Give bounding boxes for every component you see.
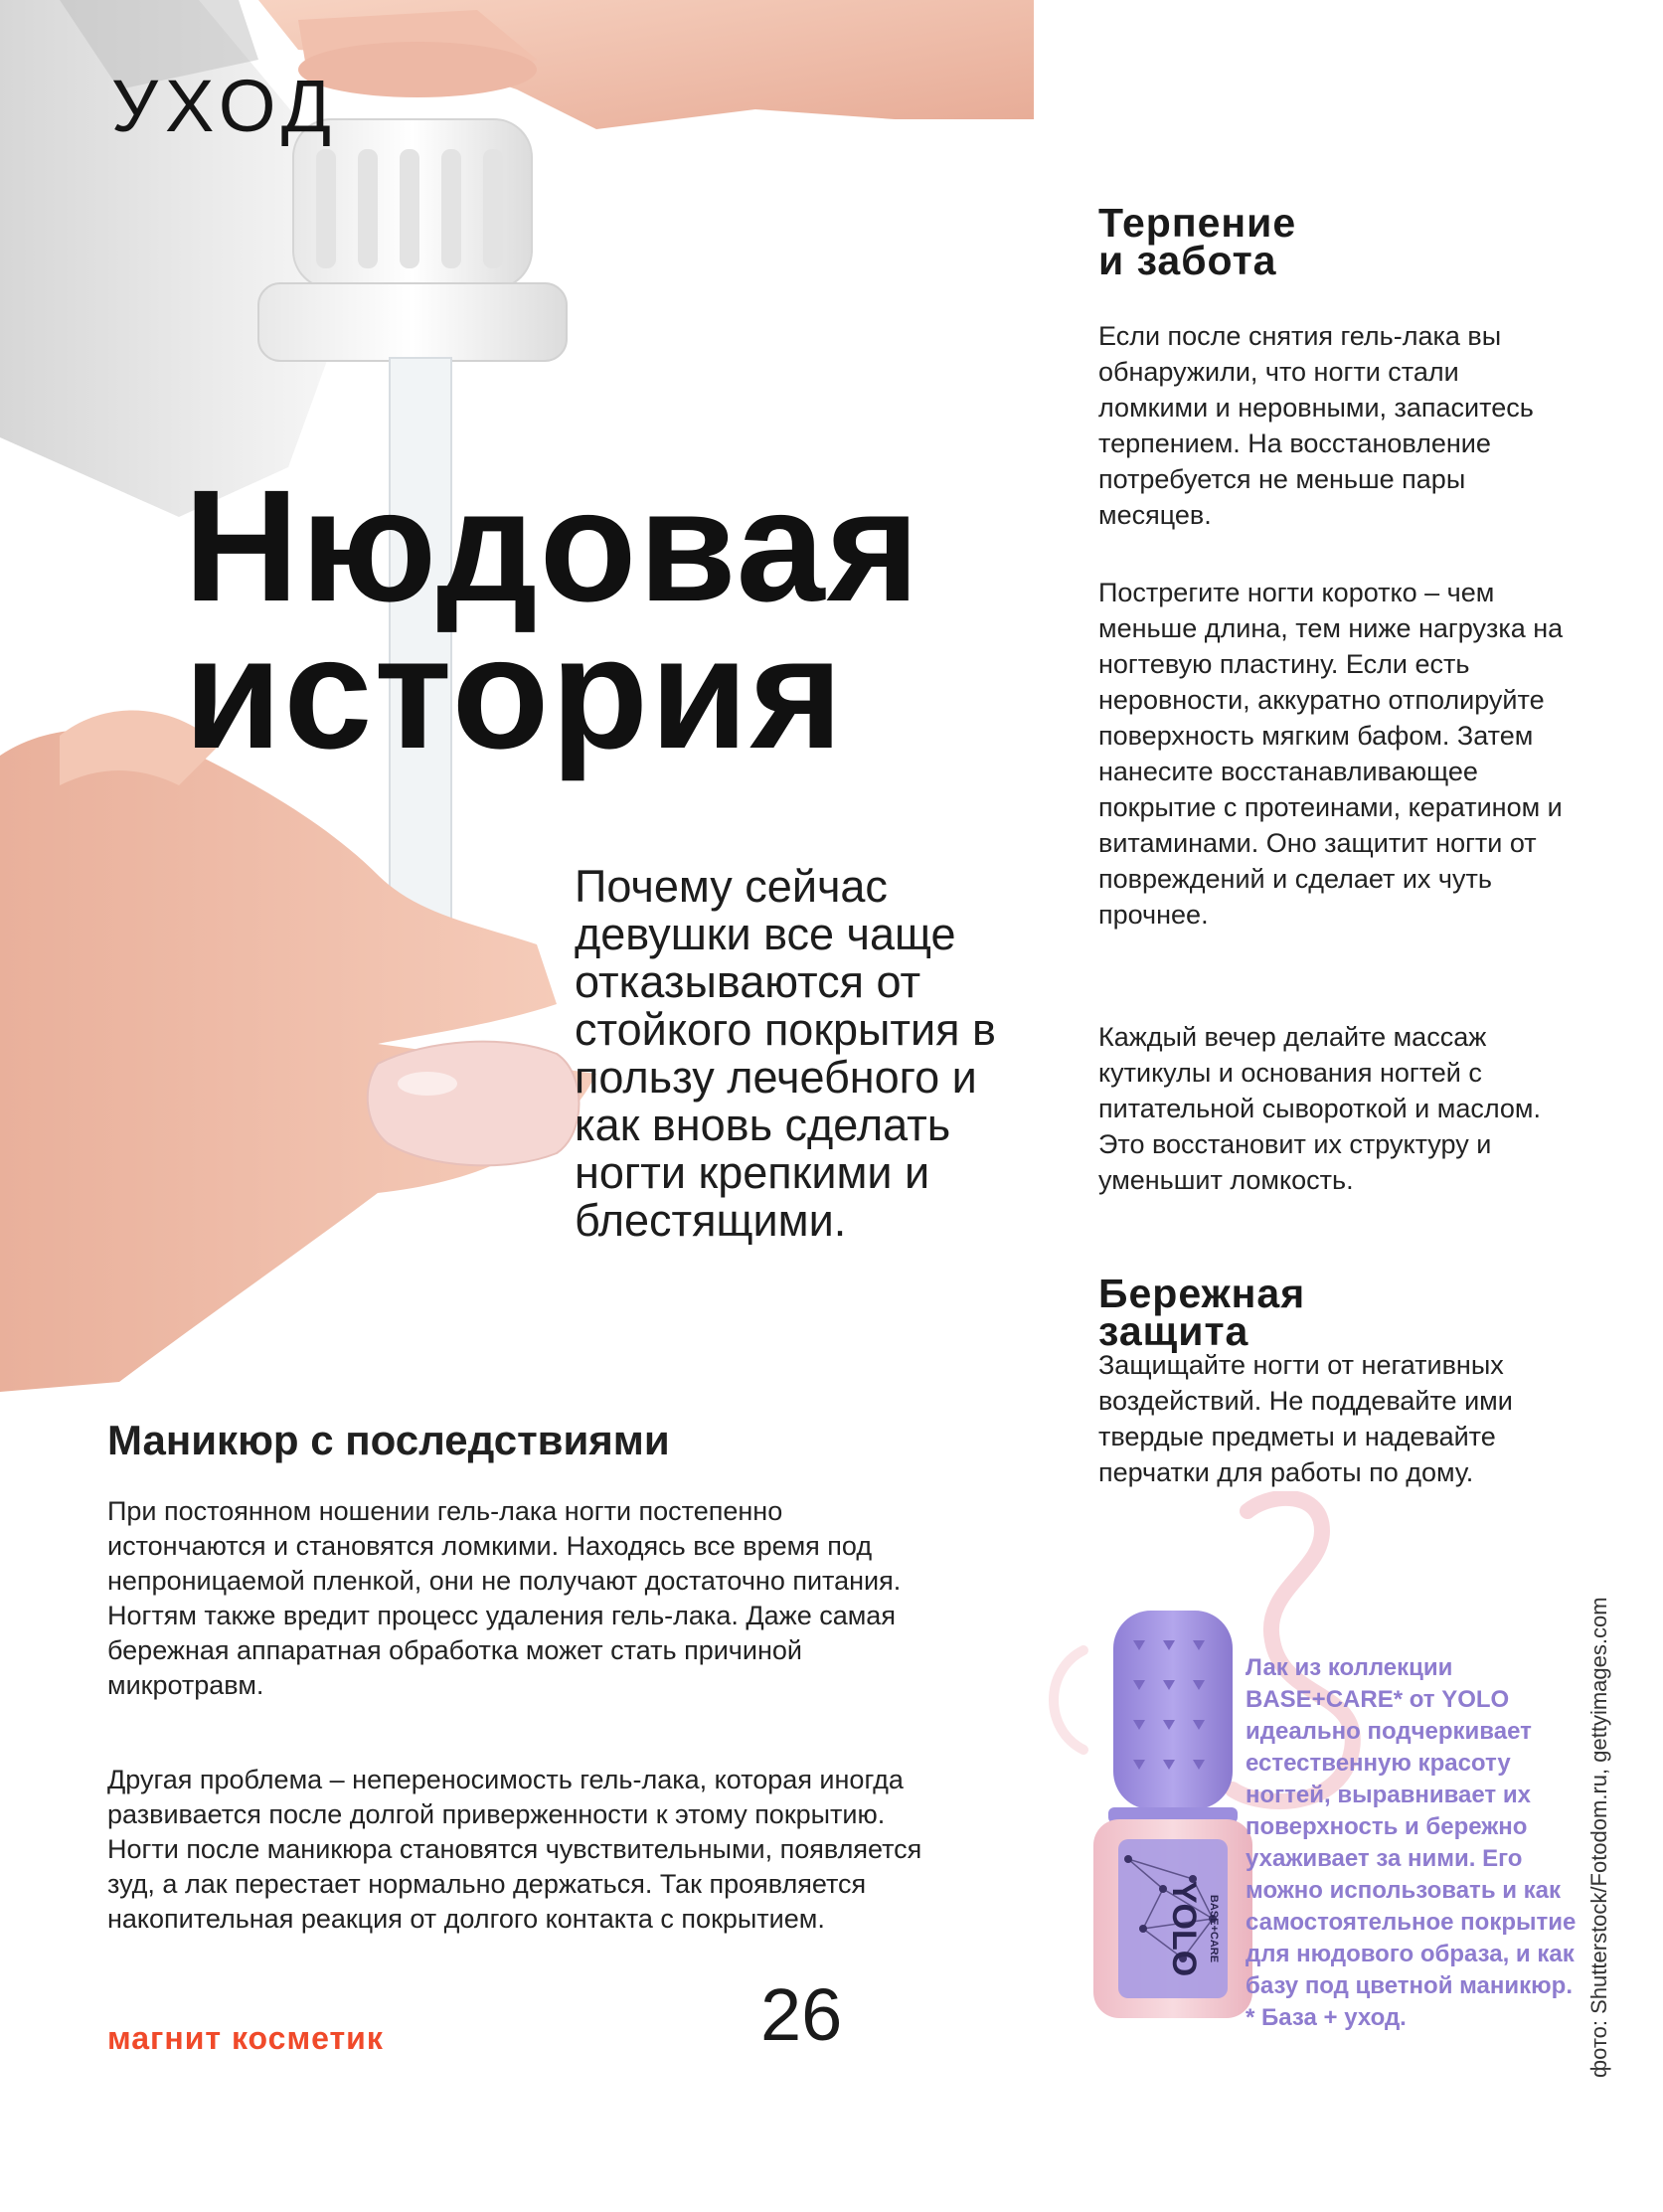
left-paragraph-2: Другая проблема – непереносимость гель-лака, которая иногда развивается после долгой приверженности к этому покрытию. Ногти после маникюра становятся чувствительными, появляется зуд, а лак перестает нормально держаться. Так проявляется накопительная реакция от долгого контакта с покрытием. <box>107 1765 922 1934</box>
right-section-1-title <box>1098 200 1297 283</box>
right-paragraph-1: Если после снятия гель-лака вы обнаружили, что ногти стали ломкими и неровными, запаситесь терпением. На восстановление потребуется не меньше пары месяцев. <box>1098 321 1534 530</box>
product-footnote: * База + уход. <box>1246 2004 1407 2031</box>
left-paragraph-1: При постоянном ношении гель-лака ногти постепенно истончаются и становятся ломкими. Находясь все время под непроницаемой пленкой, они не получают достаточно питания. Ногтям также вредит процесс удаления гель-лака. Даже самая бережная аппаратная обработка может стать причиной микротравм. <box>107 1496 902 1700</box>
right-section-1-title-line-2: и забота <box>1098 238 1277 283</box>
bottle-collection-text: BASE+CARE <box>1208 1894 1220 1963</box>
lead-paragraph: Почему сейчас девушки все чаще отказываются от стойкого покрытия в пользу лечебного и как вновь сделать ногти крепкими и блестящими. <box>575 861 996 1246</box>
bottle-brand-text: YOLO <box>1165 1880 1203 1977</box>
page-number: 26 <box>760 1973 843 2056</box>
product-caption-text: Лак из коллекции BASE+CARE* от YOLO идеально подчеркивает естественную красоту ногтей, выравнивает их поверхность и бережно ухаживает за ними. Его можно использовать и как самостоятельное покрытие для нюдового образа, и как базу под цветной маникюр. <box>1246 1654 1577 1999</box>
headline-line-2: история <box>184 603 845 781</box>
right-paragraph-2: Пострегите ногти коротко – чем меньше длина, тем ниже нагрузка на ногтевую пластину. Если есть неровности, аккуратно отполируйте поверхность мягким бафом. Затем нанесите восстанавливающее покрытие с протеинами, кератином и витаминами. Оно защитит ногти от повреждений и сделает их чуть прочнее. <box>1098 578 1564 930</box>
photo-credit: фото: Shutterstock/Fotodom.ru, gettyimages.com <box>1586 1597 1611 2078</box>
product-caption <box>1246 1652 1583 2034</box>
headline <box>184 456 921 781</box>
right-section-1-title-line-1: Терпение <box>1098 200 1297 246</box>
brand-logo-text: магнит косметик <box>107 2020 384 2056</box>
right-section-2-title <box>1098 1271 1306 1354</box>
left-section-title: Маникюр с последствиями <box>107 1417 670 1463</box>
section-label: УХОД <box>111 65 338 147</box>
right-paragraph-3: Каждый вечер делайте массаж кутикулы и основания ногтей с питательной сывороткой и маслом. Это восстановит их структуру и уменьшит ломкость. <box>1098 1022 1541 1195</box>
right-section-2-title-line-2: защита <box>1098 1308 1249 1354</box>
right-section-2-title-line-1: Бережная <box>1098 1271 1306 1316</box>
headline-line-1: Нюдовая <box>184 456 921 634</box>
right-paragraph-4: Защищайте ногти от негативных воздействий. Не поддевайте ими твердые предметы и надевайте перчатки для работы по дому. <box>1098 1350 1513 1487</box>
